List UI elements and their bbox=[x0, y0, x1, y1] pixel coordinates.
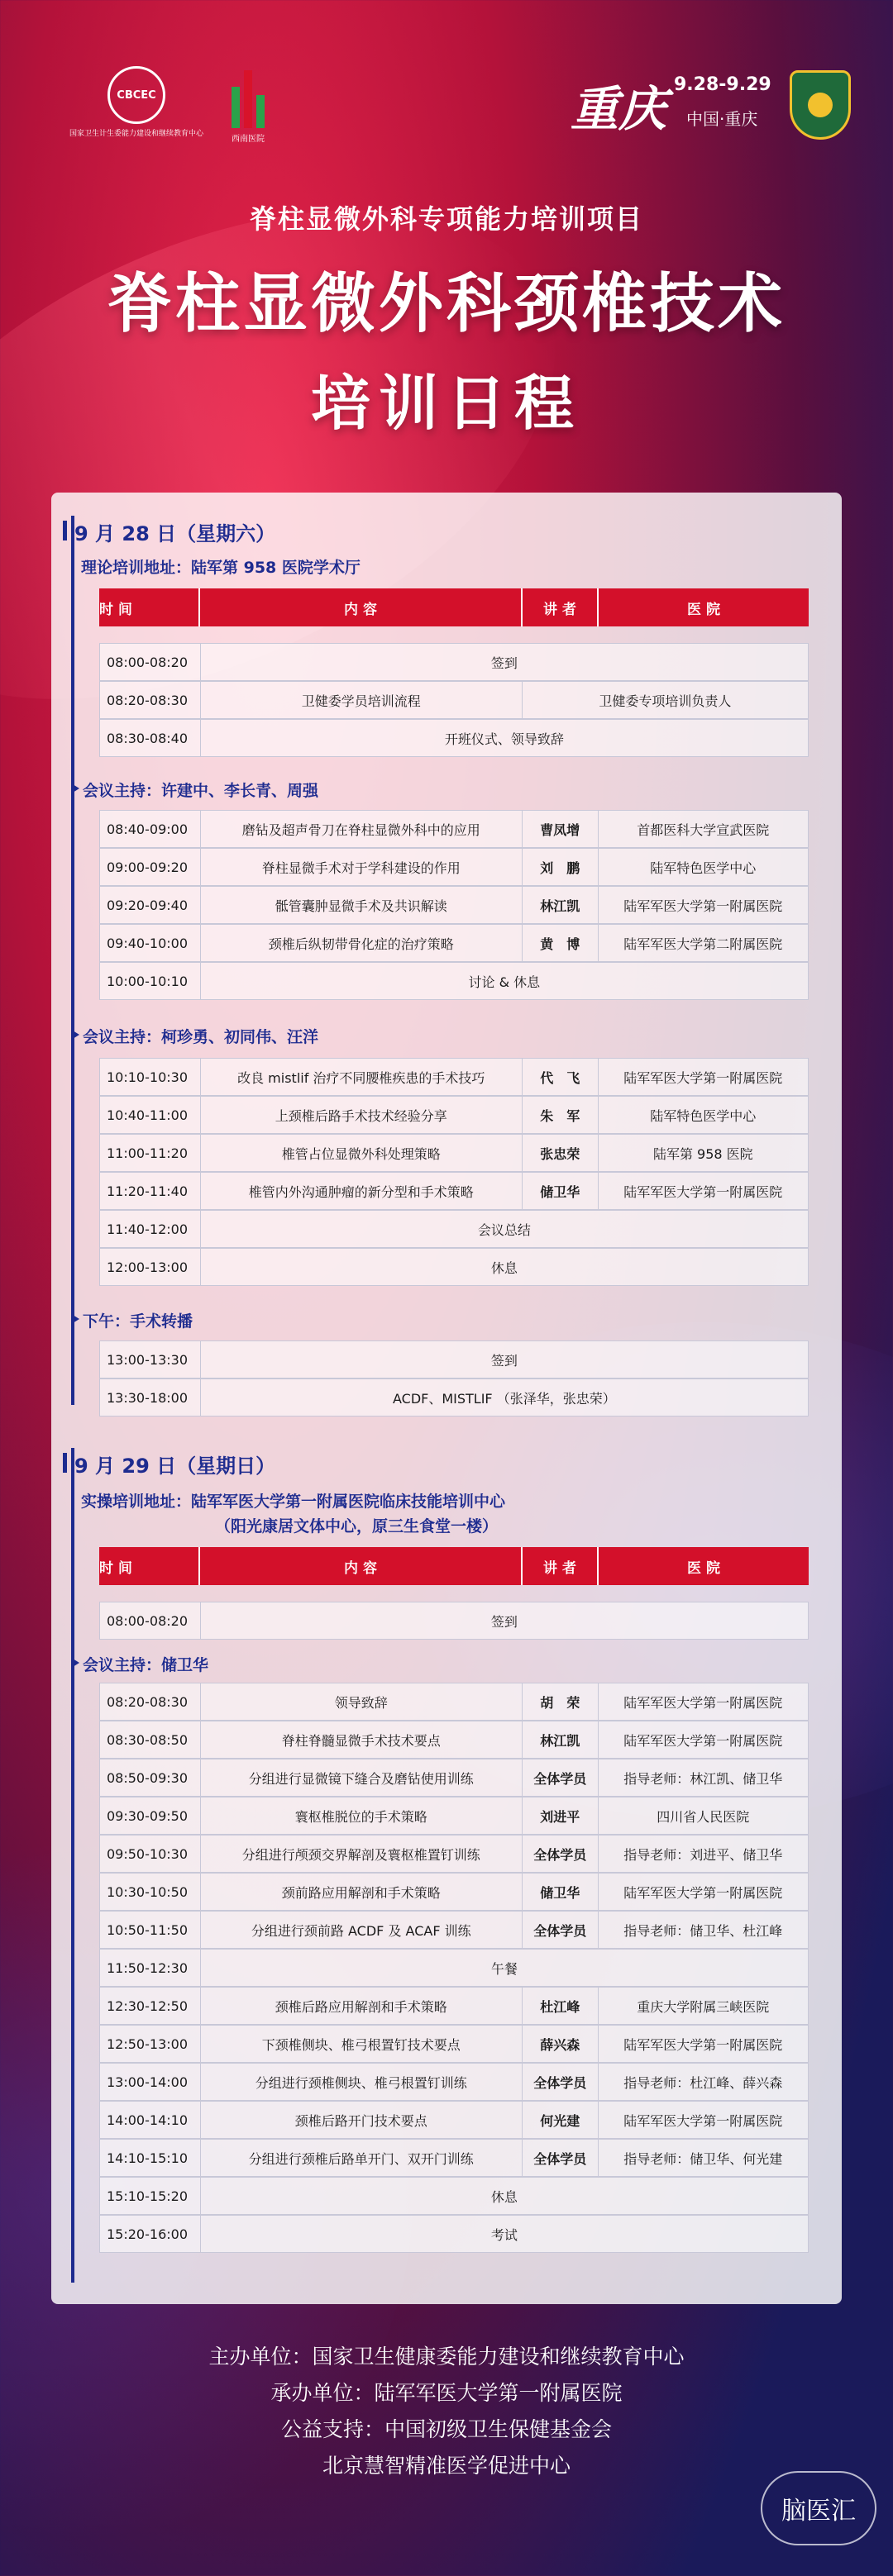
col-time: 时 间 bbox=[99, 588, 200, 626]
row-time: 11:00-11:20 bbox=[100, 1135, 201, 1171]
row-speaker: 黄 博 bbox=[523, 925, 599, 961]
row-content: 会议总结 bbox=[477, 1221, 531, 1238]
row-time: 13:00-13:30 bbox=[100, 1341, 201, 1378]
hospital-logo-text: 西南医院 bbox=[232, 135, 265, 144]
cbcec-emblem-icon: CBCEC bbox=[107, 66, 165, 124]
table-row bbox=[99, 886, 809, 924]
row-hospital: 陆军特色医学中心 bbox=[650, 1107, 757, 1124]
watermark-logo: 脑医汇 bbox=[761, 2471, 876, 2545]
row-time: 08:00-08:20 bbox=[100, 1602, 201, 1639]
row-time: 09:40-10:00 bbox=[100, 925, 201, 961]
row-time: 14:00-14:10 bbox=[100, 2102, 201, 2138]
row-hospital: 指导老师：林江凯、储卫华 bbox=[623, 1770, 783, 1787]
row-content: 签到 bbox=[490, 655, 518, 671]
table-row bbox=[99, 1683, 809, 1721]
col-speaker: 讲 者 bbox=[523, 588, 599, 626]
session-host: 下午：手术转播 bbox=[83, 1309, 193, 1331]
table-row bbox=[99, 1096, 809, 1134]
table-row bbox=[99, 1987, 809, 2025]
row-content: 磨钻及超声骨刀在脊柱显微外科中的应用 bbox=[201, 811, 523, 847]
row-time: 08:50-09:30 bbox=[100, 1759, 201, 1796]
row-hospital: 陆军军医大学第一附属医院 bbox=[623, 1732, 783, 1749]
row-hospital: 指导老师：储卫华、杜江峰 bbox=[623, 1922, 783, 1939]
row-time: 11:50-12:30 bbox=[100, 1950, 201, 1986]
table-row bbox=[99, 1835, 809, 1873]
row-content: 休息 bbox=[490, 1259, 518, 1276]
row-time: 09:20-09:40 bbox=[100, 887, 201, 923]
day1-table-header bbox=[99, 588, 809, 626]
row-speaker: 杜江峰 bbox=[523, 1988, 599, 2024]
row-time: 08:40-09:00 bbox=[100, 811, 201, 847]
row-content: 椎管占位显微外科处理策略 bbox=[201, 1135, 523, 1171]
row-hospital: 陆军军医大学第二附属医院 bbox=[623, 936, 783, 952]
row-content: 分组进行颈椎侧块、椎弓根置钉训练 bbox=[201, 2064, 523, 2100]
row-content: 脊柱显微手术对于学科建设的作用 bbox=[201, 849, 523, 885]
day1-location: 理论培训地址：陆军第 958 医院学术厅 bbox=[81, 559, 361, 577]
session-host: 会议主持：许建中、李长青、周强 bbox=[83, 779, 318, 801]
row-time: 10:50-11:50 bbox=[100, 1912, 201, 1948]
cbcec-logo-text: 国家卫生计生委能力建设和继续教育中心 bbox=[69, 130, 203, 138]
row-speaker: 胡 荣 bbox=[523, 1683, 599, 1720]
day2-location-note: （阳光康居文体中心，原三生食堂一楼） bbox=[215, 1517, 499, 1536]
row-time: 15:20-16:00 bbox=[100, 2216, 201, 2252]
header bbox=[0, 0, 893, 488]
table-row bbox=[99, 1172, 809, 1210]
cbcec-logo bbox=[50, 66, 223, 139]
table-row bbox=[99, 962, 809, 1000]
row-content: 分组进行颈前路 ACDF 及 ACAF 训练 bbox=[201, 1912, 523, 1948]
table-row bbox=[99, 643, 809, 681]
session-host: 会议主持：柯珍勇、初同伟、汪洋 bbox=[83, 1025, 318, 1047]
row-time: 08:20-08:30 bbox=[100, 682, 201, 718]
col-content: 内 容 bbox=[200, 588, 523, 626]
row-speaker: 何光建 bbox=[523, 2102, 599, 2138]
day2-title: 9 月 29 日（星期日） bbox=[74, 1450, 275, 1478]
hospital-logo-icon bbox=[203, 70, 294, 128]
table-row bbox=[99, 1134, 809, 1172]
table-row bbox=[99, 2063, 809, 2101]
row-content: 分组进行显微镜下缝合及磨钻使用训练 bbox=[201, 1759, 523, 1796]
row-hospital: 首都医科大学宣武医院 bbox=[637, 821, 770, 838]
row-content: 午餐 bbox=[490, 1960, 518, 1977]
row-content: 考试 bbox=[490, 2226, 518, 2243]
row-speaker: 曹凤增 bbox=[523, 811, 599, 847]
table-row bbox=[99, 1873, 809, 1911]
row-hospital: 重庆大学附属三峡医院 bbox=[637, 1998, 770, 2015]
day2-location: 实操培训地址：陆军军医大学第一附属医院临床技能培训中心 bbox=[81, 1493, 506, 1511]
row-speaker: 全体学员 bbox=[523, 2140, 599, 2176]
row-content: 分组进行颅颈交界解剖及寰枢椎置钉训练 bbox=[201, 1836, 523, 1872]
row-speaker: 储卫华 bbox=[523, 1874, 599, 1910]
row-time: 08:20-08:30 bbox=[100, 1683, 201, 1720]
col-hospital: 医 院 bbox=[687, 601, 720, 618]
table-row bbox=[99, 848, 809, 886]
footer-organizer: 承办单位：陆军军医大学第一附属医院 bbox=[270, 2381, 623, 2405]
main-title: 脊柱显微外科颈椎技术 bbox=[107, 267, 786, 341]
row-content: ACDF、MISTLIF （张泽华，张忠荣） bbox=[392, 1390, 616, 1407]
table-row bbox=[99, 2025, 809, 2063]
project-subtitle: 脊柱显微外科专项能力培训项目 bbox=[249, 203, 643, 235]
army-badge-icon bbox=[790, 70, 851, 140]
col-hospital: 医 院 bbox=[687, 1559, 720, 1577]
row-time: 11:20-11:40 bbox=[100, 1173, 201, 1209]
footer-organizers bbox=[0, 2339, 893, 2484]
table-row bbox=[99, 2177, 809, 2215]
row-time: 08:30-08:50 bbox=[100, 1721, 201, 1758]
row-hospital: 陆军军医大学第一附属医院 bbox=[623, 2036, 783, 2053]
row-content: 讨论 & 休息 bbox=[468, 974, 541, 990]
row-speaker: 朱 军 bbox=[523, 1097, 599, 1133]
row-time: 11:40-12:00 bbox=[100, 1211, 201, 1247]
row-speaker: 全体学员 bbox=[523, 1759, 599, 1796]
row-hospital: 陆军军医大学第一附属医院 bbox=[623, 1069, 783, 1086]
row-content: 颈前路应用解剖和手术策略 bbox=[201, 1874, 523, 1910]
row-content: 脊柱脊髓显微手术技术要点 bbox=[201, 1721, 523, 1758]
col-content: 内 容 bbox=[200, 1547, 523, 1585]
row-hospital: 指导老师：刘进平、储卫华 bbox=[623, 1846, 783, 1863]
row-content: 骶管囊肿显微手术及共识解读 bbox=[201, 887, 523, 923]
row-time: 09:30-09:50 bbox=[100, 1797, 201, 1834]
day1-title: 9 月 28 日（星期六） bbox=[74, 517, 275, 546]
table-row bbox=[99, 1949, 809, 1987]
col-speaker: 讲 者 bbox=[523, 1547, 599, 1585]
row-time: 08:30-08:40 bbox=[100, 720, 201, 756]
table-row bbox=[99, 1911, 809, 1949]
row-content: 上颈椎后路手术技术经验分享 bbox=[201, 1097, 523, 1133]
row-hospital: 陆军军医大学第一附属医院 bbox=[623, 1884, 783, 1901]
row-speaker: 张忠荣 bbox=[523, 1135, 599, 1171]
row-time: 09:50-10:30 bbox=[100, 1836, 201, 1872]
footer-sponsor: 公益支持：中国初级卫生保健基金会 bbox=[280, 2417, 612, 2441]
row-hospital: 卫健委专项培训负责人 bbox=[599, 693, 732, 709]
row-hospital: 陆军特色医学中心 bbox=[650, 859, 757, 876]
row-content: 颈椎后路应用解剖和手术策略 bbox=[201, 1988, 523, 2024]
row-content: 休息 bbox=[490, 2188, 518, 2205]
row-content: 卫健委学员培训流程 bbox=[201, 682, 523, 718]
table-row bbox=[99, 1602, 809, 1640]
row-hospital: 指导老师：杜江峰、薛兴森 bbox=[623, 2074, 783, 2091]
table-row bbox=[99, 1340, 809, 1378]
row-time: 14:10-15:10 bbox=[100, 2140, 201, 2176]
row-time: 12:30-12:50 bbox=[100, 1988, 201, 2024]
row-hospital: 陆军军医大学第一附属医院 bbox=[623, 2112, 783, 2129]
row-time: 08:00-08:20 bbox=[100, 644, 201, 680]
row-time: 10:10-10:30 bbox=[100, 1059, 201, 1095]
row-hospital: 指导老师：储卫华、何光建 bbox=[623, 2150, 783, 2167]
row-content: 改良 mistlif 治疗不同腰椎疾患的手术技巧 bbox=[201, 1059, 523, 1095]
event-place: 中国·重庆 bbox=[686, 109, 758, 129]
table-row bbox=[99, 1210, 809, 1248]
row-content: 分组进行颈椎后路单开门、双开门训练 bbox=[201, 2140, 523, 2176]
table-row bbox=[99, 924, 809, 962]
city-calligraphy: 重庆 bbox=[571, 81, 667, 137]
row-speaker: 刘进平 bbox=[523, 1797, 599, 1834]
row-time: 13:30-18:00 bbox=[100, 1379, 201, 1416]
row-content: 颈椎后路开门技术要点 bbox=[201, 2102, 523, 2138]
row-time: 09:00-09:20 bbox=[100, 849, 201, 885]
footer-host: 主办单位：国家卫生健康委能力建设和继续教育中心 bbox=[208, 2345, 685, 2369]
row-hospital: 陆军第 958 医院 bbox=[652, 1145, 753, 1162]
row-hospital: 四川省人民医院 bbox=[657, 1808, 750, 1825]
row-speaker: 林江凯 bbox=[523, 1721, 599, 1758]
table-row bbox=[99, 719, 809, 757]
table-row bbox=[99, 1721, 809, 1759]
row-speaker: 全体学员 bbox=[523, 2064, 599, 2100]
table-row bbox=[99, 1759, 809, 1797]
table-row bbox=[99, 1248, 809, 1286]
row-content: 签到 bbox=[490, 1352, 518, 1369]
row-hospital: 陆军军医大学第一附属医院 bbox=[623, 1183, 783, 1200]
table-row bbox=[99, 1058, 809, 1096]
row-content: 寰枢椎脱位的手术策略 bbox=[201, 1797, 523, 1834]
table-row bbox=[99, 2139, 809, 2177]
row-time: 15:10-15:20 bbox=[100, 2178, 201, 2214]
row-time: 10:00-10:10 bbox=[100, 963, 201, 999]
row-time: 13:00-14:00 bbox=[100, 2064, 201, 2100]
hospital-logo bbox=[203, 70, 294, 153]
row-speaker: 林江凯 bbox=[523, 887, 599, 923]
col-time: 时 间 bbox=[99, 1547, 200, 1585]
row-content: 下颈椎侧块、椎弓根置钉技术要点 bbox=[201, 2026, 523, 2062]
table-row bbox=[99, 1797, 809, 1835]
session-host: 会议主持：储卫华 bbox=[83, 1653, 208, 1675]
row-speaker: 储卫华 bbox=[523, 1173, 599, 1209]
row-speaker: 全体学员 bbox=[523, 1912, 599, 1948]
footer-sponsor-2: 北京慧智精准医学促进中心 bbox=[322, 2454, 571, 2478]
row-content: 椎管内外沟通肿瘤的新分型和手术策略 bbox=[201, 1173, 523, 1209]
row-hospital: 陆军军医大学第一附属医院 bbox=[623, 1694, 783, 1711]
row-speaker: 薛兴森 bbox=[523, 2026, 599, 2062]
row-speaker: 全体学员 bbox=[523, 1836, 599, 1872]
row-time: 10:30-10:50 bbox=[100, 1874, 201, 1910]
row-content: 颈椎后纵韧带骨化症的治疗策略 bbox=[201, 925, 523, 961]
table-row bbox=[99, 810, 809, 848]
row-content: 签到 bbox=[490, 1613, 518, 1630]
row-time: 12:00-13:00 bbox=[100, 1249, 201, 1285]
row-time: 10:40-11:00 bbox=[100, 1097, 201, 1133]
day1-timeline-bar bbox=[71, 516, 74, 1405]
row-content: 开班仪式、领导致辞 bbox=[444, 731, 564, 747]
table-row bbox=[99, 1378, 809, 1417]
row-content: 领导致辞 bbox=[201, 1683, 523, 1720]
table-row bbox=[99, 2101, 809, 2139]
event-dates: 9.28-9.29 bbox=[674, 74, 771, 95]
row-speaker: 代 飞 bbox=[523, 1059, 599, 1095]
main-title-line2: 培训日程 bbox=[310, 369, 582, 438]
table-row bbox=[99, 681, 809, 719]
day2-table-header bbox=[99, 1547, 809, 1585]
row-speaker: 刘 鹏 bbox=[523, 849, 599, 885]
table-row bbox=[99, 2215, 809, 2253]
row-time: 12:50-13:00 bbox=[100, 2026, 201, 2062]
row-hospital: 陆军军医大学第一附属医院 bbox=[623, 898, 783, 914]
day2-timeline-bar bbox=[71, 1448, 74, 2283]
